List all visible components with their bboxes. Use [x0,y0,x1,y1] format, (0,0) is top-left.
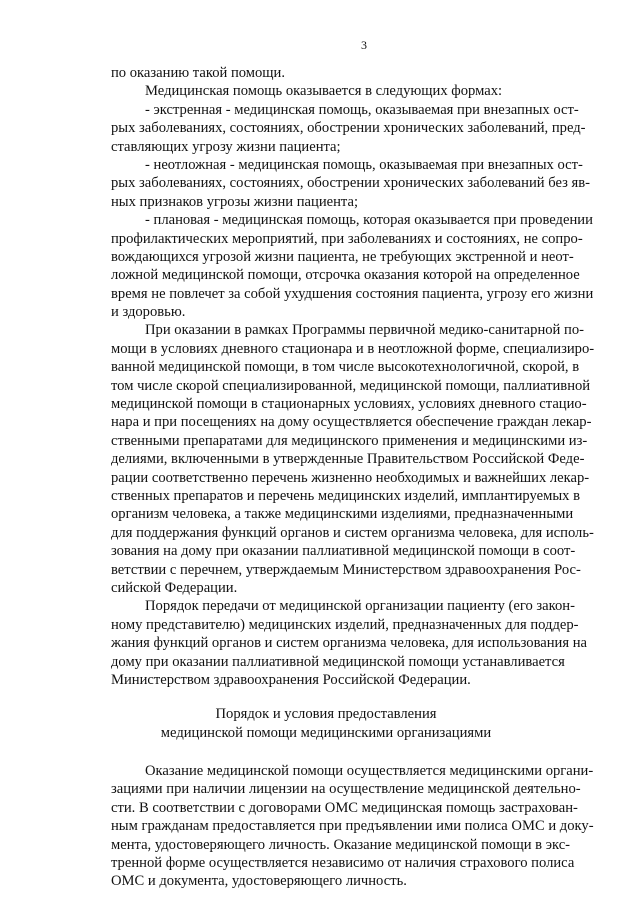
section-gap [111,689,541,705]
text-line: рых заболеваниях, состояниях, обострении хронических заболеваний без яв- [111,175,590,192]
text-line: Оказание медицинской помощи осуществляется медицинскими органи- [145,763,594,780]
paragraph [111,762,594,891]
text-line: - экстренная - медицинская помощь, оказываемая при внезапных ост- [145,101,579,118]
text-line: рых заболеваниях, состояниях, обострении хронических заболеваний, пред- [111,120,586,137]
page-number: 3 [361,38,367,52]
text-line: - плановая - медицинская помощь, которая оказывается при проведении [145,212,593,229]
text-line: ванной медицинской помощи, в том числе высокотехнологичной, скорой, в [111,359,580,376]
top-paragraphs [111,64,595,689]
text-line: зования на дому при оказании паллиативной медицинской помощи в соот- [111,543,576,560]
text-line: ОМС и документа, удостоверяющего личность. [111,873,407,890]
bottom-paragraphs [111,762,594,891]
text-line: время не повлечет за собой ухудшения состояния пациента, угрозу его жизни [111,285,594,302]
text-line: нара и при посещениях на дому осуществляется обеспечение граждан лекар- [111,414,592,431]
text-line: зациями при наличии лицензии на осуществление медицинской деятельно- [111,781,581,798]
document-body [111,64,595,891]
text-line: ветствии с перечнем, утверждаемым Министерством здравоохранения Рос- [111,561,581,578]
heading-gap [111,742,541,762]
text-line: по оказанию такой помощи. [111,65,286,81]
text-line: ственных препаратов и перечень медицинских изделий, имплантируемых в [111,487,580,504]
text-line: сти. В соответствии с договорами ОМС медицинская помощь застрахован- [111,799,578,816]
text-line: медицинской помощи в стационарных условиях, условиях дневного стацио- [111,396,587,413]
text-line: ственными препаратами для медицинского применения и медицинскими из- [111,432,588,449]
paragraph [111,597,588,689]
paragraph [111,82,594,321]
text-line: профилактических мероприятий, при заболеваниях и состояниях, не сопро- [111,230,583,247]
text-line: - неотложная - медицинская помощь, оказываемая при внезапных ост- [145,156,583,173]
text-line: дому при оказании паллиативной медицинской помощи устанавливается [111,653,565,670]
text-line: Медицинская помощь оказывается в следующих формах: [145,83,503,100]
text-line: ным гражданам предоставляется при предъявлении ими полиса ОМС и доку- [111,818,594,835]
text-line: ложной медицинской помощи, отсрочка оказания которой на определенное [111,267,580,284]
text-line: организм человека, а также медицинскими изделиями, предназначенными [111,506,574,523]
section-heading-line: медицинской помощи медицинскими организациями [160,724,492,741]
text-line: Министерством здравоохранения Российской Федерации. [111,671,471,688]
text-line: ставляющих угрозу жизни пациента; [111,138,341,155]
text-line: Порядок передачи от медицинской организации пациенту (его закон- [145,598,575,615]
text-line: том числе скорой специализированной, медицинской помощи, паллиативной [111,377,591,394]
text-line: вождающихся угрозой жизни пациента, не требующих экстренной и неот- [111,248,574,265]
paragraph [111,321,595,597]
text-line: жания функций органов и систем организма человека, для использования на [111,635,588,652]
text-line: мента, удостоверяющего личность. Оказание медицинской помощи в экс- [111,836,571,853]
paragraph [111,64,541,82]
text-line: и здоровью. [111,304,186,321]
section-heading [111,705,541,742]
text-line: ных признаков угрозы жизни пациента; [111,193,359,210]
text-line: При оказании в рамках Программы первичной медико-санитарной по- [145,322,584,339]
text-line: ному представителю) медицинских изделий, предназначенных для поддер- [111,616,579,633]
text-line: сийской Федерации. [111,579,238,596]
section-heading-line: Порядок и условия предоставления [215,706,437,723]
text-line: мощи в условиях дневного стационара и в неотложной форме, специализиро- [111,340,595,357]
text-line: рации соответственно перечень жизненно необходимых и важнейших лекар- [111,469,590,486]
text-line: тренной форме осуществляется независимо от наличия страхового полиса [111,855,575,872]
text-line: делиями, включенными в утвержденные Правительством Российской Феде- [111,451,585,468]
text-line: для поддержания функций органов и систем организма человека, для исполь- [111,524,594,541]
